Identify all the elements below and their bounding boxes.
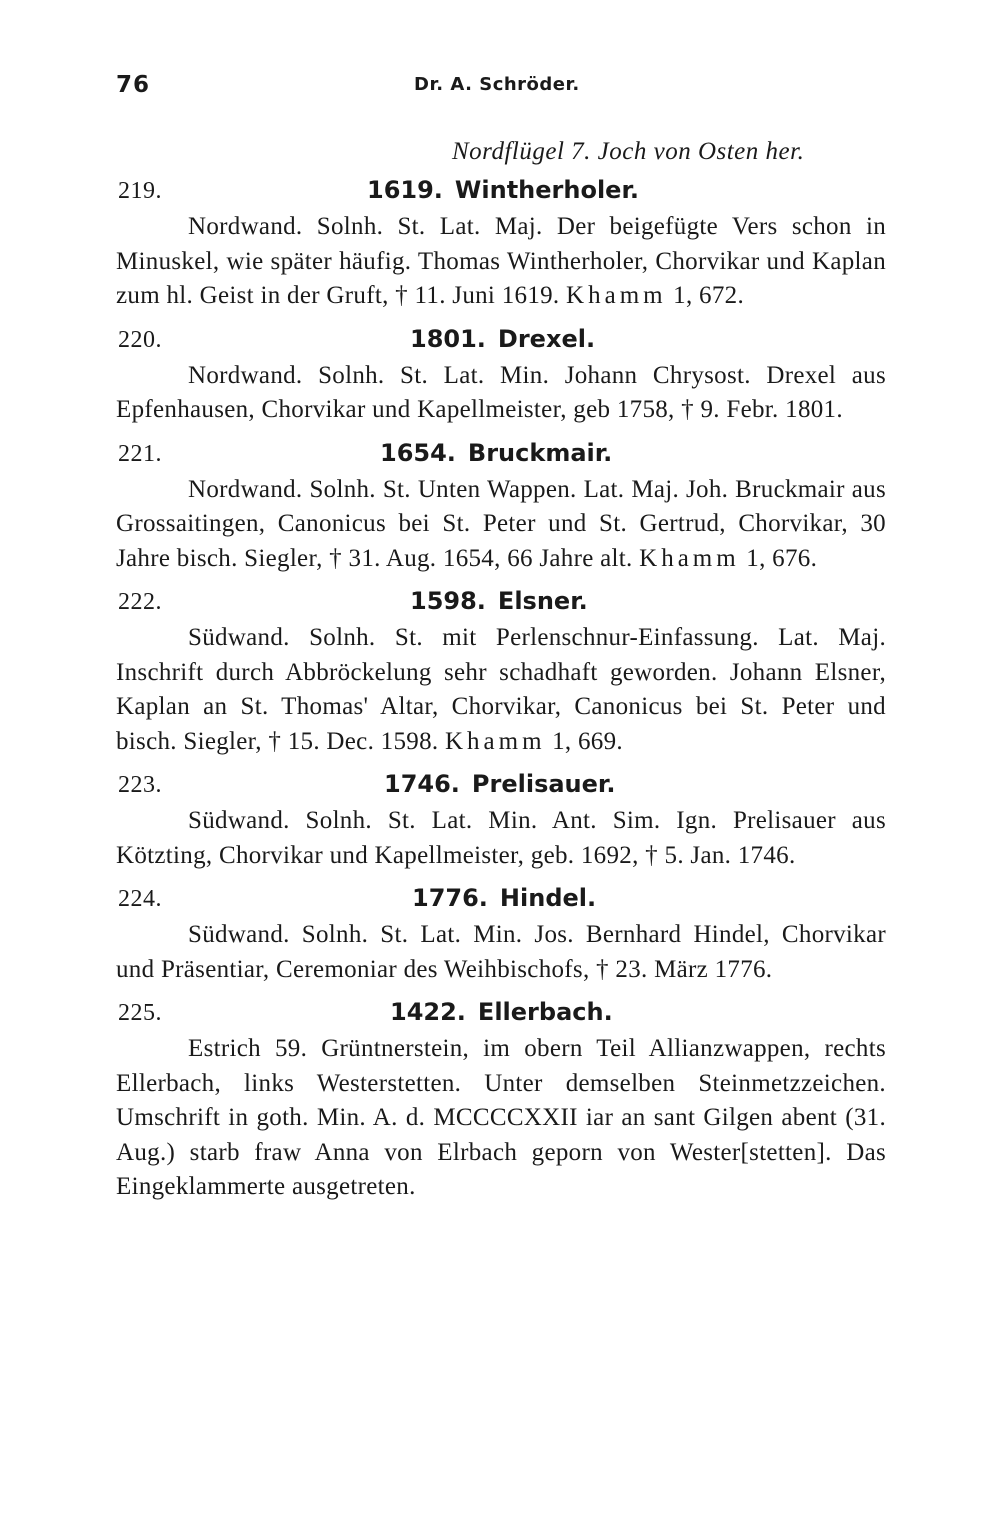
section-heading: Nordflügel 7. Joch von Osten her. bbox=[452, 138, 805, 165]
entry-title bbox=[412, 884, 596, 912]
entry-header bbox=[116, 587, 886, 621]
entry-number: 219. bbox=[118, 178, 162, 204]
entry-224 bbox=[116, 884, 886, 987]
entry-text-main: Nordwand. Solnh. St. Lat. Maj. Der beigefügte Vers schon in Minuskel, wie später häufig. Thomas Wintherholer, Chorvikar und Kaplan zum hl. Geist in der Gruft, † 11. Juni 1619. bbox=[116, 213, 886, 309]
entry-219 bbox=[116, 176, 886, 314]
entry-title bbox=[380, 439, 612, 467]
reference-author: Khamm bbox=[445, 727, 546, 755]
entry-header bbox=[116, 439, 886, 473]
entry-name: Wintherholer. bbox=[454, 176, 639, 204]
entry-number: 222. bbox=[118, 589, 162, 615]
entry-222 bbox=[116, 587, 886, 759]
entry-text bbox=[116, 1032, 886, 1205]
entry-name: Elsner. bbox=[497, 587, 588, 615]
entry-text bbox=[116, 210, 886, 314]
entry-name: Bruckmair. bbox=[467, 438, 613, 467]
entry-number: 225. bbox=[118, 1000, 162, 1026]
entry-221 bbox=[116, 439, 886, 577]
reference-author: Khamm bbox=[566, 282, 667, 309]
entry-text bbox=[116, 621, 886, 759]
entry-name: Prelisauer. bbox=[471, 770, 616, 798]
entry-number: 224. bbox=[118, 886, 162, 912]
entry-year: 1776. bbox=[412, 884, 488, 912]
entry-header bbox=[116, 998, 886, 1032]
running-title: Dr. A. Schröder. bbox=[414, 74, 580, 95]
entry-text bbox=[116, 359, 886, 428]
entry-title bbox=[410, 325, 595, 353]
entry-name: Hindel. bbox=[499, 884, 597, 912]
entry-title bbox=[390, 998, 613, 1026]
reference-page: 1, 669. bbox=[552, 727, 623, 755]
inscription-list bbox=[116, 176, 886, 1216]
entry-number: 221. bbox=[118, 440, 162, 467]
entry-text-main: Südwand. Solnh. St. mit Perlenschnur-Einfassung. Lat. Maj. Inschrift durch Abbröckelung sehr schadhaft geworden. Johann Elsner, Kaplan an St. Thomas' Altar, Chorvikar, Canonicus bei St. Peter und bisch. Siegler, † 15. Dec. 1598. bbox=[116, 624, 886, 755]
entry-text bbox=[116, 473, 886, 577]
entry-header bbox=[116, 176, 886, 210]
entry-text-main: Estrich 59. Grüntnerstein, im obern Teil Allianzwappen, rechts Ellerbach, links Westerstetten. Unter demselben Steinmetzzeichen. Umschrift in goth. Min. A. d. MCCCCXXII iar an sant Gilgen abent (31. Aug.) starb fraw Anna von Elrbach geporn von Wester[stetten]. Das Eingeklammerte ausgetreten. bbox=[116, 1035, 886, 1200]
entry-text-main: Nordwand. Solnh. St. Lat. Min. Johann Chrysost. Drexel aus Epfenhausen, Chorvikar und Kapellmeister, geb 1758, † 9. Febr. 1801. bbox=[116, 361, 886, 423]
entry-number: 223. bbox=[118, 772, 162, 798]
entry-number: 220. bbox=[118, 326, 162, 353]
entry-header bbox=[116, 770, 886, 804]
entry-year: 1654. bbox=[380, 438, 456, 467]
entry-225 bbox=[116, 998, 886, 1205]
running-head bbox=[116, 72, 886, 106]
reference-page: 1, 672. bbox=[673, 282, 745, 309]
page-number: 76 bbox=[116, 72, 151, 98]
entry-year: 1422. bbox=[390, 998, 466, 1026]
entry-title bbox=[384, 770, 615, 798]
entry-title bbox=[367, 176, 639, 204]
entry-220 bbox=[116, 325, 886, 428]
entry-223 bbox=[116, 770, 886, 873]
entry-name: Drexel. bbox=[497, 324, 596, 353]
entry-text bbox=[116, 804, 886, 873]
entry-text-main: Südwand. Solnh. St. Lat. Min. Jos. Bernhard Hindel, Chorvikar und Präsentiar, Ceremoniar des Weihbischofs, † 23. März 1776. bbox=[116, 921, 886, 983]
entry-year: 1598. bbox=[410, 587, 486, 615]
reference-author: Khamm bbox=[639, 544, 740, 572]
reference-page: 1, 676. bbox=[746, 544, 818, 572]
entry-header bbox=[116, 884, 886, 918]
entry-text-main: Nordwand. Solnh. St. Unten Wappen. Lat. Maj. Joh. Bruckmair aus Grossaitingen, Canonicus bei St. Peter und St. Gertrud, Chorvikar, 30 Jahre bisch. Siegler, † 31. Aug. 1654, 66 Jahre alt. bbox=[116, 475, 886, 572]
entry-text-main: Südwand. Solnh. St. Lat. Min. Ant. Sim. Ign. Prelisauer aus Kötzting, Chorvikar und Kapellmeister, geb. 1692, † 5. Jan. 1746. bbox=[116, 807, 886, 869]
entry-name: Ellerbach. bbox=[477, 998, 613, 1026]
entry-text bbox=[116, 918, 886, 987]
entry-year: 1746. bbox=[384, 770, 460, 798]
entry-header bbox=[116, 325, 886, 359]
entry-year: 1619. bbox=[367, 176, 443, 204]
entry-year: 1801. bbox=[410, 324, 486, 353]
entry-title bbox=[410, 587, 588, 615]
